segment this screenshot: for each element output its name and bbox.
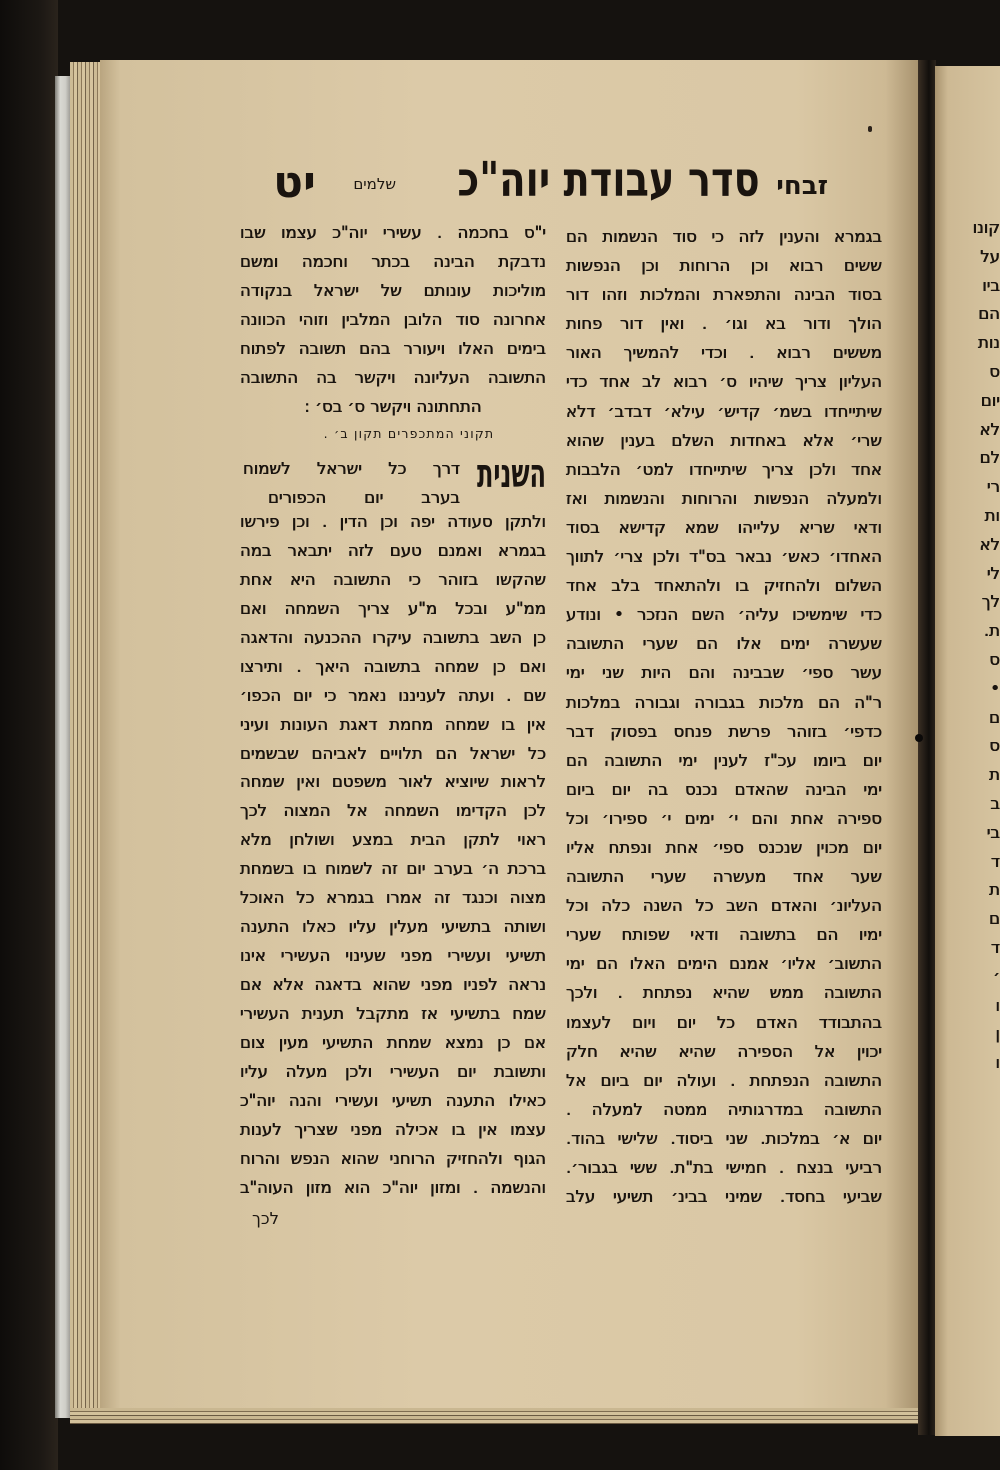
text-line: התשובה הנפתחת . ועולה יום ביום אל xyxy=(566,1070,882,1090)
facing-text-fragment: לם xyxy=(979,448,1000,468)
text-line: ואם כן שמחה בתשובה היאך . ותירצו xyxy=(240,656,546,676)
running-head-left: שלמים xyxy=(353,175,396,193)
facing-text-fragment: לא xyxy=(979,534,1000,554)
section-heading: תקוני המתכפרים תקון ב׳ . xyxy=(323,426,495,441)
text-line: כדפי׳ בזוהר פרשת פנחס בפסוק דבר xyxy=(566,721,882,741)
text-line: אין בו שמחה מחמת דאגת העונות ועיני xyxy=(240,714,546,734)
page-number: יט xyxy=(273,157,316,208)
text-line: בסוד הבינה והתפארת והמלכות וזהו דור xyxy=(566,285,882,305)
text-line: בהתבודד האדם כל יום ויום לעצמו xyxy=(566,1012,882,1032)
facing-text-fragment: • xyxy=(990,678,1000,698)
facing-text-fragment: ן xyxy=(995,1024,1000,1044)
text-line: בגמרא והענין לזה כי סוד הנשמות הם xyxy=(566,227,882,246)
text-line: מששים רבוא . וכדי להמשיך האור xyxy=(566,343,882,363)
page-block-edge xyxy=(55,76,70,1418)
text-line: נדבקת הבינה בכתר וחכמה ומשם xyxy=(240,252,546,272)
text-line: ושותה בתשיעי מעלין עליו כאלו התענה xyxy=(240,917,546,937)
facing-text-fragment: ות xyxy=(984,505,1000,525)
text-line: לראות שיוציא לאור משפטם ואין שמחה xyxy=(240,772,546,792)
text-line: ימיו הם בתשובה ודאי שפותח שערי xyxy=(566,925,882,945)
facing-text-fragment: ו xyxy=(995,995,1000,1015)
text-line: ספירה אחת והם י׳ ימים י׳ ספירו׳ וכל xyxy=(566,808,882,828)
facing-text-fragment: ב xyxy=(990,793,1000,813)
text-line: ימי הבינה שהאדם נכנס בה יום ביום xyxy=(566,779,882,799)
text-line: שער אחד מעשרה שערי התשובה xyxy=(566,867,882,887)
text-line: שביעי בחסד. שמיני בבינ׳ תשיעי עלב xyxy=(566,1187,882,1207)
text-line: התשוב׳ אליו׳ אמנם הימים האלו הם ימי xyxy=(566,954,882,974)
book-cover-edge xyxy=(0,0,58,1470)
facing-text-fragment: ד xyxy=(990,937,1000,957)
text-line: יום א׳ במלכות. שני ביסוד. שלישי בהוד. xyxy=(566,1128,882,1148)
text-line: ולתקן סעודה יפה וכן הדין . וכן פירשו xyxy=(240,512,546,531)
book-gutter xyxy=(918,60,936,1435)
catchword: לכך xyxy=(252,1209,279,1228)
facing-text-fragment: לך xyxy=(981,592,1000,612)
text-line: בגמרא ואמנם טעם לזה יתבאר במה xyxy=(240,540,546,560)
text-line: יכוין אל הספירה שהיא שהיא חלק xyxy=(566,1041,882,1061)
text-line: תשיעי ועשירי מפני שעינוי העשירי אינו xyxy=(240,946,546,966)
running-head-right: זבחי xyxy=(776,171,828,201)
page-stack-left xyxy=(70,62,102,1422)
text-line: ברכת ה׳ בערב יום זה לשמוח בו בשמחת xyxy=(240,859,546,879)
text-line: ראוי לתקן הבית במצע ושולחן מלא xyxy=(240,830,546,850)
text-line: העליון צריך שיהיו ס׳ רבוא לב אחד כדי xyxy=(566,372,882,392)
text-line: שהקשו בזוהר כי התשובה היא אחת xyxy=(240,569,546,589)
text-line: רביעי בנצח . חמישי בת"ת. ששי בגבור׳. xyxy=(566,1158,882,1177)
text-line: העליונ׳ והאדם השב כל השנה כלה וכל xyxy=(566,896,882,916)
facing-text-fragment: לי xyxy=(986,563,1000,583)
text-line: שם . ועתה לעניננו נאמר כי יום הכפו׳ xyxy=(240,685,546,705)
facing-text-fragment: לא xyxy=(979,419,1000,439)
text-line: אם כן נמצא שמחת התשיעי מעין צום xyxy=(240,1032,546,1052)
text-line: כאילו התענה תשיעי ועשירי והנה יוה"כ xyxy=(240,1090,546,1110)
text-line: התשובה העליונה ויקשר בה התשובה xyxy=(240,368,546,388)
ink-speck xyxy=(868,126,872,132)
right-column xyxy=(566,222,882,1211)
text-line: כן השב בתשובה עיקרו ההכנעה והדאגה xyxy=(240,627,546,647)
facing-text-fragment: ס xyxy=(989,361,1000,381)
facing-text-fragment: הם xyxy=(978,304,1000,324)
text-line: ולמעלה הנפשות והרוחות והנשמות ואז xyxy=(566,488,882,508)
text-line: עשר ספי׳ שבבינה והם היות שני ימי xyxy=(566,663,882,683)
text-line: והנשמה . ומזון יוה"כ הוא מזון העוה"ב xyxy=(240,1177,546,1197)
text-line: התחתונה ויקשר ס׳ בס׳ : xyxy=(304,397,482,416)
text-line: כל ישראל הם תלויים לאביהם שבשמים xyxy=(240,743,546,763)
left-column-body xyxy=(240,508,546,1203)
text-line: ממ"ע ובכל מ"ע צריך השמחה ואם xyxy=(240,598,546,618)
heading-line: בערב יום הכפורים xyxy=(268,488,460,507)
binding-hole xyxy=(915,734,923,742)
facing-text-fragment: ׳ xyxy=(993,966,1000,986)
initial-word-lines xyxy=(243,454,460,512)
text-line: ששים רבוא וכן הרוחות וכן הנפשות xyxy=(566,256,882,276)
facing-text-fragment: ו xyxy=(995,1053,1000,1073)
facing-page-text xyxy=(935,214,1000,1078)
text-line: האחדו׳ כאש׳ נבאר בס"ד ולכן צרי׳ לתווך xyxy=(566,547,882,567)
text-line: שרי׳ אלא באחדות השלם בענין שהוא xyxy=(566,430,882,450)
facing-text-fragment: ס xyxy=(989,736,1000,756)
text-line: י"ס בחכמה . עשירי יוה"כ עצמו שבו xyxy=(240,223,546,242)
text-line: אחרונה סוד הלובן המלבין וזוהי הכוונה xyxy=(240,310,546,330)
initial-word: השנית xyxy=(476,451,546,497)
text-line: שיתייחדו בשמ׳ קדיש׳ עילא׳ דבדב׳ דלא xyxy=(566,401,882,421)
left-column-top xyxy=(240,218,546,393)
page-stack-bottom xyxy=(70,1408,918,1424)
text-line: השלום ולהחזיק בו ולהתאחד בלב אחד xyxy=(566,576,882,596)
facing-text-fragment: קונו xyxy=(972,218,1000,237)
facing-text-fragment: נות xyxy=(978,333,1000,353)
facing-text-fragment: יום xyxy=(980,390,1000,410)
text-line: לכן הקדימו השמחה אל המצוה לכך xyxy=(240,801,546,821)
text-line: התשובה ממש שהיא נפתחת . ולכך xyxy=(566,983,882,1003)
facing-text-fragment: בי xyxy=(986,822,1000,842)
text-line: ר"ה הם מלכות בגבורה וגבורה במלכות xyxy=(566,692,882,712)
page-title: סדר עבודת יוה"כ xyxy=(457,152,760,208)
facing-text-fragment: ת xyxy=(989,880,1000,900)
text-line: נראה לפניו מפני שהוא בדאגה אלא אם xyxy=(240,975,546,994)
text-line: יום ביומו עכ"ז לענין ימי התשובה הם xyxy=(566,750,882,770)
text-line: ותשובת יום העשירי ולכן מעלה עליו xyxy=(240,1061,546,1081)
text-line: הולך ודור בא וגו׳ . ואין דור פחות xyxy=(566,314,882,334)
heading-line: דרך כל ישראל לשמוח xyxy=(243,459,460,478)
text-line: אחד ולכן צריך שיתייחדו למט׳ הלבבות xyxy=(566,459,882,479)
facing-page xyxy=(935,66,1000,1436)
facing-text-fragment: ם xyxy=(989,909,1000,929)
facing-text-fragment: ם xyxy=(989,707,1000,727)
text-line: יום מכוין שנכנס ספי׳ אחת ונפתח אליו xyxy=(566,837,882,857)
text-line: כדי שימשיכו עליה׳ השם הנזכר • ונודע xyxy=(566,605,882,625)
text-line: מצוה וכנגד זה אמרו בגמרא כל האוכל xyxy=(240,888,546,908)
text-line: התשובה במדרגותיה ממטה למעלה . xyxy=(566,1099,882,1119)
text-line: שמח בתשיעי אז מתקבל תענית העשירי xyxy=(240,1003,546,1023)
text-line: ודאי שריא עלייהו שמא קדישא בסוד xyxy=(566,517,882,537)
facing-text-fragment: ס xyxy=(989,649,1000,669)
facing-text-fragment: ד xyxy=(990,851,1000,871)
facing-text-fragment: על xyxy=(980,246,1000,266)
facing-text-fragment: ת xyxy=(989,765,1000,785)
text-line: שעשרה ימים אלו הם שערי התשובה xyxy=(566,634,882,654)
facing-text-fragment: ת. xyxy=(983,621,1000,641)
facing-text-fragment: רי xyxy=(986,477,1000,497)
text-line: הגוף ולהחזיק הרוחני שהוא הנפש והרוח xyxy=(240,1148,546,1168)
text-line: עצמו אין בו אכילה מפני שצריך לענות xyxy=(240,1119,546,1139)
text-line: מוליכות עונותם של ישראל בנקודה xyxy=(240,281,546,301)
facing-text-fragment: ביו xyxy=(982,275,1000,295)
text-line: בימים האלו ויעורר בהם תשובה לפתוח xyxy=(240,339,546,359)
